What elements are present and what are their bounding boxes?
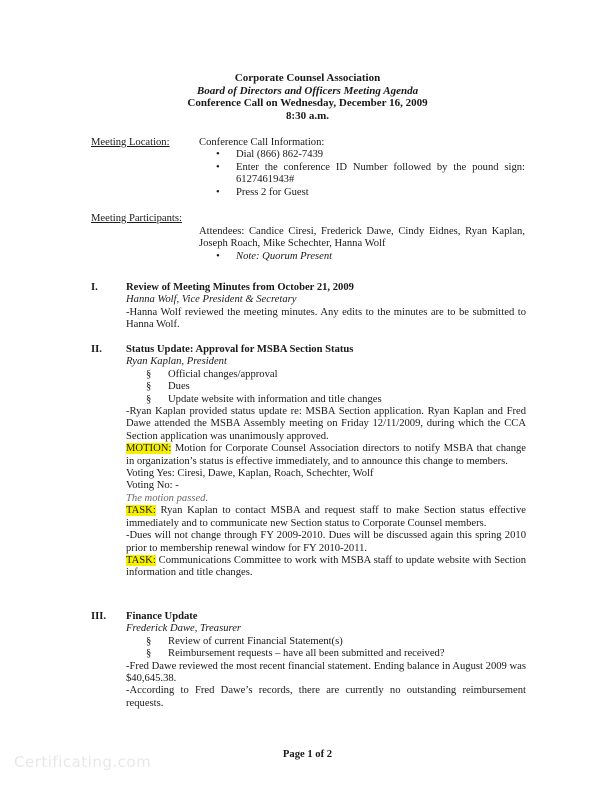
- section-1-title: Review of Meeting Minutes from October 21, 2009: [126, 282, 354, 293]
- voting-yes: Voting Yes: Ciresi, Dawe, Kaplan, Roach, Schechter, Wolf: [126, 468, 374, 480]
- section-mark-icon: §: [146, 368, 152, 380]
- motion-passed: The motion passed.: [126, 492, 209, 504]
- section-2-item: § Update website with information and title changes: [146, 393, 382, 405]
- section-2-presenter: Ryan Kaplan, President: [126, 356, 227, 368]
- watermark: Certificating.com: [14, 753, 152, 771]
- section-3-text-1: -Fred Dawe reviewed the most recent financial statement. Ending balance in August 2009 was $40,645.38.: [126, 660, 526, 685]
- org-name: Corporate Counsel Association: [234, 72, 381, 84]
- section-mark-icon: §: [146, 381, 152, 393]
- section-2-title: Status Update: Approval for MSBA Section Status: [126, 344, 354, 355]
- meeting-participants-label: Meeting Participants:: [91, 213, 182, 224]
- bullet-icon: •: [216, 161, 220, 173]
- meeting-location-label: Meeting Location:: [91, 137, 170, 148]
- section-3-text-2: -According to Fred Dawe’s records, there are currently no outstanding reimbursement requests.: [126, 685, 526, 709]
- section-3-title: Finance Update: [126, 611, 198, 622]
- section-2-item: § Dues: [146, 381, 190, 393]
- location-bullet: • Dial (866) 862-7439: [216, 149, 324, 161]
- bullet-icon: •: [216, 186, 220, 198]
- task-label: TASK:: [126, 505, 156, 517]
- agenda-header: [0, 72, 615, 122]
- section-mark-icon: §: [146, 635, 152, 647]
- section-1-text: -Hanna Wolf reviewed the meeting minutes. Any edits to the minutes are to be submitted to Hanna Wolf.: [126, 306, 526, 331]
- section-3-item: § Review of current Financial Statement(s): [146, 635, 343, 647]
- participants-block: [199, 226, 525, 263]
- task-2: TASK: Communications Committee to work with MSBA staff to update website with Section information and title changes.: [126, 554, 526, 579]
- section-mark-icon: §: [146, 393, 152, 405]
- attendees-list: Attendees: Candice Ciresi, Frederick Dawe, Cindy Eidnes, Ryan Kaplan, Joseph Roach, Mike Schechter, Hanna Wolf: [199, 226, 525, 250]
- dues-text: -Dues will not change through FY 2009-2010. Dues will be discussed again this spring 2010 prior to membership renewal window for FY 2010-2011.: [126, 530, 526, 554]
- section-3-presenter: Frederick Dawe, Treasurer: [126, 623, 242, 635]
- bullet-icon: •: [216, 149, 220, 161]
- motion-label: MOTION:: [126, 443, 172, 455]
- location-block: [199, 137, 525, 199]
- location-bullet: • Press 2 for Guest: [216, 186, 309, 198]
- section-2-item: § Official changes/approval: [146, 368, 278, 380]
- section-3: [126, 611, 526, 710]
- section-2-status: -Ryan Kaplan provided status update re: MSBA Section application. Ryan Kaplan and Fred Dawe attended the MSBA Assembly meeting on Friday 12/11/2009, during which the CCA Section application was unanimously approved.: [126, 406, 526, 442]
- voting-no: Voting No: -: [126, 480, 179, 492]
- section-1-presenter: Hanna Wolf, Vice President & Secretary: [126, 294, 297, 306]
- meeting-call: Conference Call on Wednesday, December 16, 2009: [187, 97, 428, 110]
- meeting-time: 8:30 a.m.: [285, 109, 330, 122]
- bullet-icon: •: [216, 250, 220, 262]
- section-2-number: II.: [91, 344, 102, 355]
- location-bullet: • Enter the conference ID Number followed by the pound sign: 6127461943#: [216, 161, 525, 186]
- task-1: TASK: Ryan Kaplan to contact MSBA and request staff to make Section status effective immediately and to communicate new Section status to Corporate Counsel members.: [126, 505, 526, 529]
- section-3-number: III.: [91, 611, 107, 622]
- section-mark-icon: §: [146, 648, 152, 660]
- conference-call-intro: Conference Call Information:: [199, 137, 325, 148]
- task-label: TASK:: [126, 554, 156, 566]
- motion: MOTION: Motion for Corporate Counsel Association directors to notify MSBA that change in organization’s status is effective immediately, and to announce this change to members.: [126, 443, 526, 467]
- section-3-item: § Reimbursement requests – have all been submitted and received?: [146, 648, 445, 660]
- quorum-note: • Note: Quorum Present: [216, 250, 333, 262]
- section-2: [126, 344, 526, 580]
- meeting-type: Board of Directors and Officers Meeting Agenda: [196, 84, 419, 97]
- section-1: [126, 282, 526, 332]
- page-number: Page 1 of 2: [282, 749, 333, 760]
- section-1-number: I.: [91, 282, 98, 293]
